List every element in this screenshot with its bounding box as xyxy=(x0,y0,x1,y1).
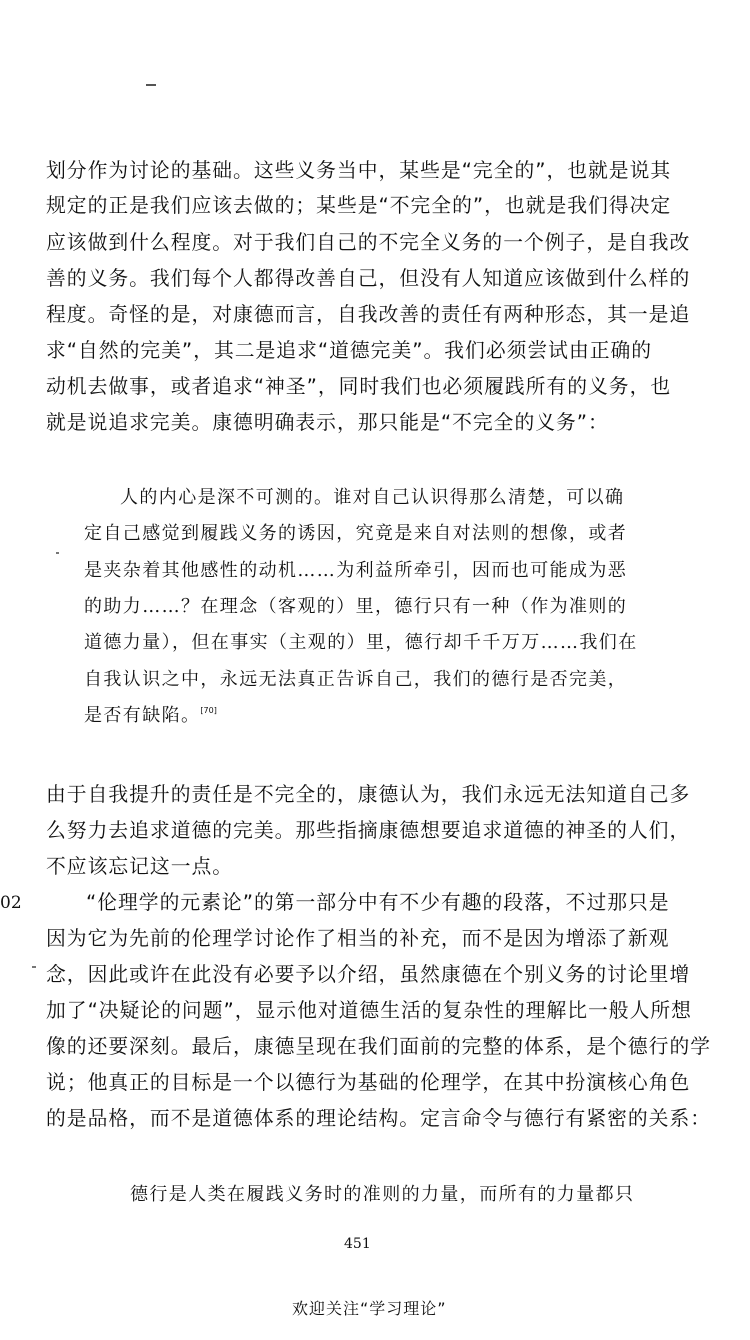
paragraph3-line: 的是品格，而不是道德体系的理论结构。定言命令与德行有紧密的关系： xyxy=(46,1107,712,1130)
footer-text: 欢迎关注“学习理论” xyxy=(292,1299,447,1318)
quote1-line: 道德力量），但在事实（主观的）里，德行却千千万万……我们在 xyxy=(84,632,638,653)
paragraph1-line: 规定的正是我们应该去做的；某些是“不完全的”，也就是我们得决定 xyxy=(46,194,672,217)
quote1-line: 定自己感觉到履践义务的诱因，究竟是来自对法则的想像，或者 xyxy=(84,523,628,544)
paragraph2-line: 么努力去追求道德的完美。那些指摘康德想要追求道德的神圣的人们， xyxy=(46,819,691,842)
quote1-last-text: 是否有缺陷。 xyxy=(84,705,201,726)
paragraph3-line: 念，因此或许在此没有必要予以介绍，虽然康德在个别义务的讨论里增 xyxy=(46,963,691,986)
paragraph2-line: 由于自我提升的责任是不完全的，康德认为，我们永远无法知道自己多 xyxy=(46,783,691,806)
paragraph3-line: 加了“决疑论的问题”，显示他对道德生活的复杂性的理解比一般人所想 xyxy=(46,999,692,1022)
scan-dash-mark xyxy=(146,84,156,86)
paragraph1-line: 就是说追求完美。康德明确表示，那只能是“不完全的义务”： xyxy=(46,411,609,434)
quote2-line: 德行是人类在履践义务时的准则的力量，而所有的力量都只 xyxy=(130,1184,635,1205)
quote1-line: 自我认识之中，永远无法真正告诉自己，我们的德行是否完美， xyxy=(84,669,628,690)
paragraph3-line: 说；他真正的目标是一个以德行为基础的伦理学，在其中扮演核心角色 xyxy=(46,1071,691,1094)
paragraph3-line: 像的还要深刻。最后，康德呈现在我们面前的完整的体系，是个德行的学 xyxy=(46,1035,712,1058)
quote1-line: 人的内心是深不可测的。谁对自己认识得那么清楚，可以确 xyxy=(120,487,625,508)
paragraph1-line: 应该做到什么程度。对于我们自己的不完全义务的一个例子，是自我改 xyxy=(46,231,691,254)
margin-page-number: 02 xyxy=(0,893,22,913)
footnote-ref[interactable]: [70] xyxy=(200,706,217,715)
scan-dot-mark xyxy=(32,966,36,968)
paragraph1-line: 求“自然的完美”，其二是追求“道德完美”。我们必须尝试由正确的 xyxy=(46,339,653,362)
page-number: 451 xyxy=(344,1236,371,1252)
paragraph1-line: 程度。奇怪的是，对康德而言，自我改善的责任有两种形态，其一是追 xyxy=(46,303,691,326)
quote1-line: 的助力……？在理念（客观的）里，德行只有一种（作为准则的 xyxy=(84,596,628,617)
scan-dot-mark xyxy=(56,552,59,554)
quote1-line xyxy=(84,701,217,727)
paragraph3-line: “伦理学的元素论”的第一部分中有不少有趣的段落，不过那只是 xyxy=(86,891,670,914)
paragraph1-line: 善的义务。我们每个人都得改善自己，但没有人知道应该做到什么样的 xyxy=(46,267,691,290)
paragraph3-line: 因为它为先前的伦理学讨论作了相当的补充，而不是因为增添了新观 xyxy=(46,927,670,950)
quote1-line: 是夹杂着其他感性的动机……为利益所牵引，因而也可能成为恶 xyxy=(84,560,628,581)
paragraph1-line: 划分作为讨论的基础。这些义务当中，某些是“完全的”，也就是说其 xyxy=(46,159,672,182)
paragraph2-line: 不应该忘记这一点。 xyxy=(46,855,234,878)
paragraph1-line: 动机去做事，或者追求“神圣”，同时我们也必须履践所有的义务，也 xyxy=(46,375,672,398)
